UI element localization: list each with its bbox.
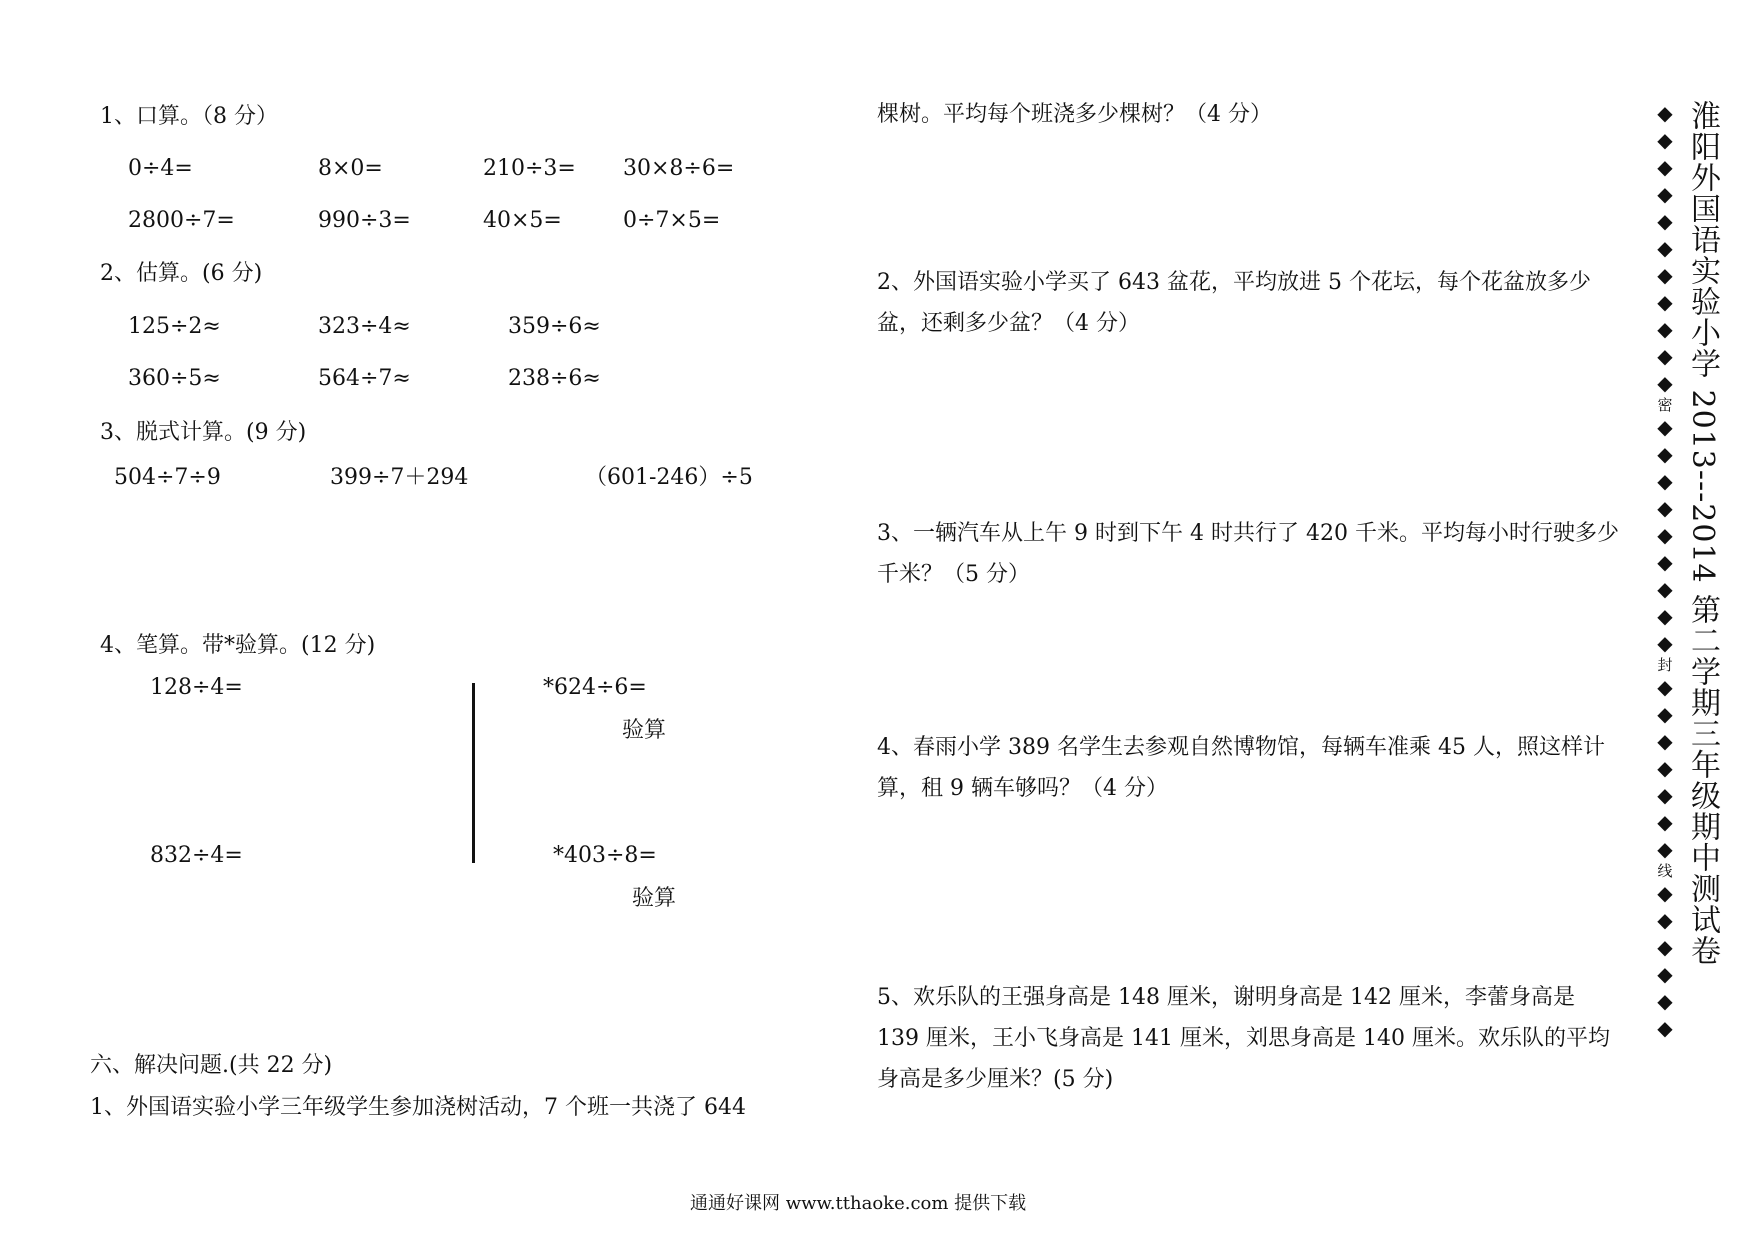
diamond-icon: ◆ xyxy=(1657,962,1673,986)
mid-label: 封 xyxy=(1657,656,1673,674)
diamond-icon: ◆ xyxy=(1657,415,1673,439)
q4-check-label: 验算 xyxy=(632,886,677,911)
q2-item: 323÷4≈ xyxy=(318,314,411,339)
q3-item: 504÷7÷9 xyxy=(114,465,221,490)
diamond-icon: ◆ xyxy=(1657,155,1673,179)
diamond-icon: ◆ xyxy=(1657,577,1673,601)
diamond-icon: ◆ xyxy=(1657,1016,1673,1040)
q4-item: *624÷6= xyxy=(543,675,647,700)
q2-item: 238÷6≈ xyxy=(508,366,601,391)
q3-heading: 3、脱式计算。(9 分) xyxy=(100,420,307,445)
exam-title: 淮阳外国语实验小学 2013---2014 第二学期三年级期中测试卷 xyxy=(1685,100,1720,967)
diamond-icon: ◆ xyxy=(1657,783,1673,807)
q4-check-label: 验算 xyxy=(622,718,667,743)
q2-item: 564÷7≈ xyxy=(318,366,411,391)
diamond-icon: ◆ xyxy=(1657,209,1673,233)
footer-source: 通通好课网 www.tthaoke.com 提供下载 xyxy=(690,1193,1027,1214)
diamond-icon: ◆ xyxy=(1657,837,1673,861)
diamond-icon: ◆ xyxy=(1657,989,1673,1013)
diamond-icon: ◆ xyxy=(1657,469,1673,493)
diamond-icon: ◆ xyxy=(1657,675,1673,699)
q4-heading: 4、笔算。带*验算。(12 分) xyxy=(100,633,376,658)
diamond-icon: ◆ xyxy=(1657,263,1673,287)
diamond-icon: ◆ xyxy=(1657,935,1673,959)
problem1-line2: 棵树。平均每个班浇多少棵树？（4 分） xyxy=(877,102,1272,127)
q1-heading: 1、口算。（8 分） xyxy=(100,104,278,129)
q2-item: 360÷5≈ xyxy=(128,366,221,391)
q1-item: 40×5= xyxy=(483,208,562,233)
q1-item: 30×8÷6= xyxy=(623,156,735,181)
diamond-icon: ◆ xyxy=(1657,881,1673,905)
seal-line-strip xyxy=(1645,100,1685,1140)
diamond-icon: ◆ xyxy=(1657,729,1673,753)
problem4: 4、春雨小学 389 名学生去参观自然博物馆，每辆车准乘 45 人，照这样计算，租 9 辆车够吗？（4 分） xyxy=(877,735,1605,801)
diamond-icon: ◆ xyxy=(1657,101,1673,125)
q4-item: *403÷8= xyxy=(553,843,657,868)
diamond-icon: ◆ xyxy=(1657,631,1673,655)
diamond-icon: ◆ xyxy=(1657,344,1673,368)
q3-item: 399÷7＋294 xyxy=(330,465,469,490)
q1-item: 2800÷7= xyxy=(128,208,235,233)
problem3: 3、一辆汽车从上午 9 时到下午 4 时共行了 420 千米。平均每小时行驶多少千米？（5 分） xyxy=(877,521,1619,587)
diamond-icon: ◆ xyxy=(1657,908,1673,932)
diamond-icon: ◆ xyxy=(1657,523,1673,547)
diamond-icon: ◆ xyxy=(1657,182,1673,206)
seal-label: 密 xyxy=(1657,396,1673,414)
section6-heading: 六、解决问题.(共 22 分) xyxy=(90,1053,333,1078)
q1-item: 0÷7×5= xyxy=(623,208,721,233)
diamond-icon: ◆ xyxy=(1657,236,1673,260)
diamond-icon: ◆ xyxy=(1657,810,1673,834)
diamond-icon: ◆ xyxy=(1657,128,1673,152)
q3-item: （601-246）÷5 xyxy=(585,465,753,490)
q2-item: 359÷6≈ xyxy=(508,314,601,339)
q4-item: 832÷4= xyxy=(150,843,243,868)
diamond-icon: ◆ xyxy=(1657,496,1673,520)
q2-item: 125÷2≈ xyxy=(128,314,221,339)
problem1-line1: 1、外国语实验小学三年级学生参加浇树活动，7 个班一共浇了 644 xyxy=(90,1095,746,1120)
diamond-icon: ◆ xyxy=(1657,317,1673,341)
divider-line xyxy=(472,683,475,863)
diamond-icon: ◆ xyxy=(1657,442,1673,466)
q1-item: 990÷3= xyxy=(318,208,411,233)
diamond-icon: ◆ xyxy=(1657,604,1673,628)
diamond-icon: ◆ xyxy=(1657,371,1673,395)
diamond-icon: ◆ xyxy=(1657,702,1673,726)
line-label: 线 xyxy=(1657,862,1673,880)
q2-heading: 2、估算。(6 分) xyxy=(100,261,263,286)
q1-item: 210÷3= xyxy=(483,156,576,181)
q1-item: 0÷4= xyxy=(128,156,193,181)
q1-item: 8×0= xyxy=(318,156,383,181)
problem2: 2、外国语实验小学买了 643 盆花，平均放进 5 个花坛，每个花盆放多少盆，还剩多少盆？（4 分） xyxy=(877,270,1591,336)
diamond-icon: ◆ xyxy=(1657,756,1673,780)
diamond-icon: ◆ xyxy=(1657,290,1673,314)
problem5: 5、欢乐队的王强身高是 148 厘米，谢明身高是 142 厘米，李蕾身高是 139 厘米，王小飞身高是 141 厘米，刘思身高是 140 厘米。欢乐队的平均身高是多少厘米？(5 分) xyxy=(877,985,1610,1092)
diamond-icon: ◆ xyxy=(1657,550,1673,574)
q4-item: 128÷4= xyxy=(150,675,243,700)
